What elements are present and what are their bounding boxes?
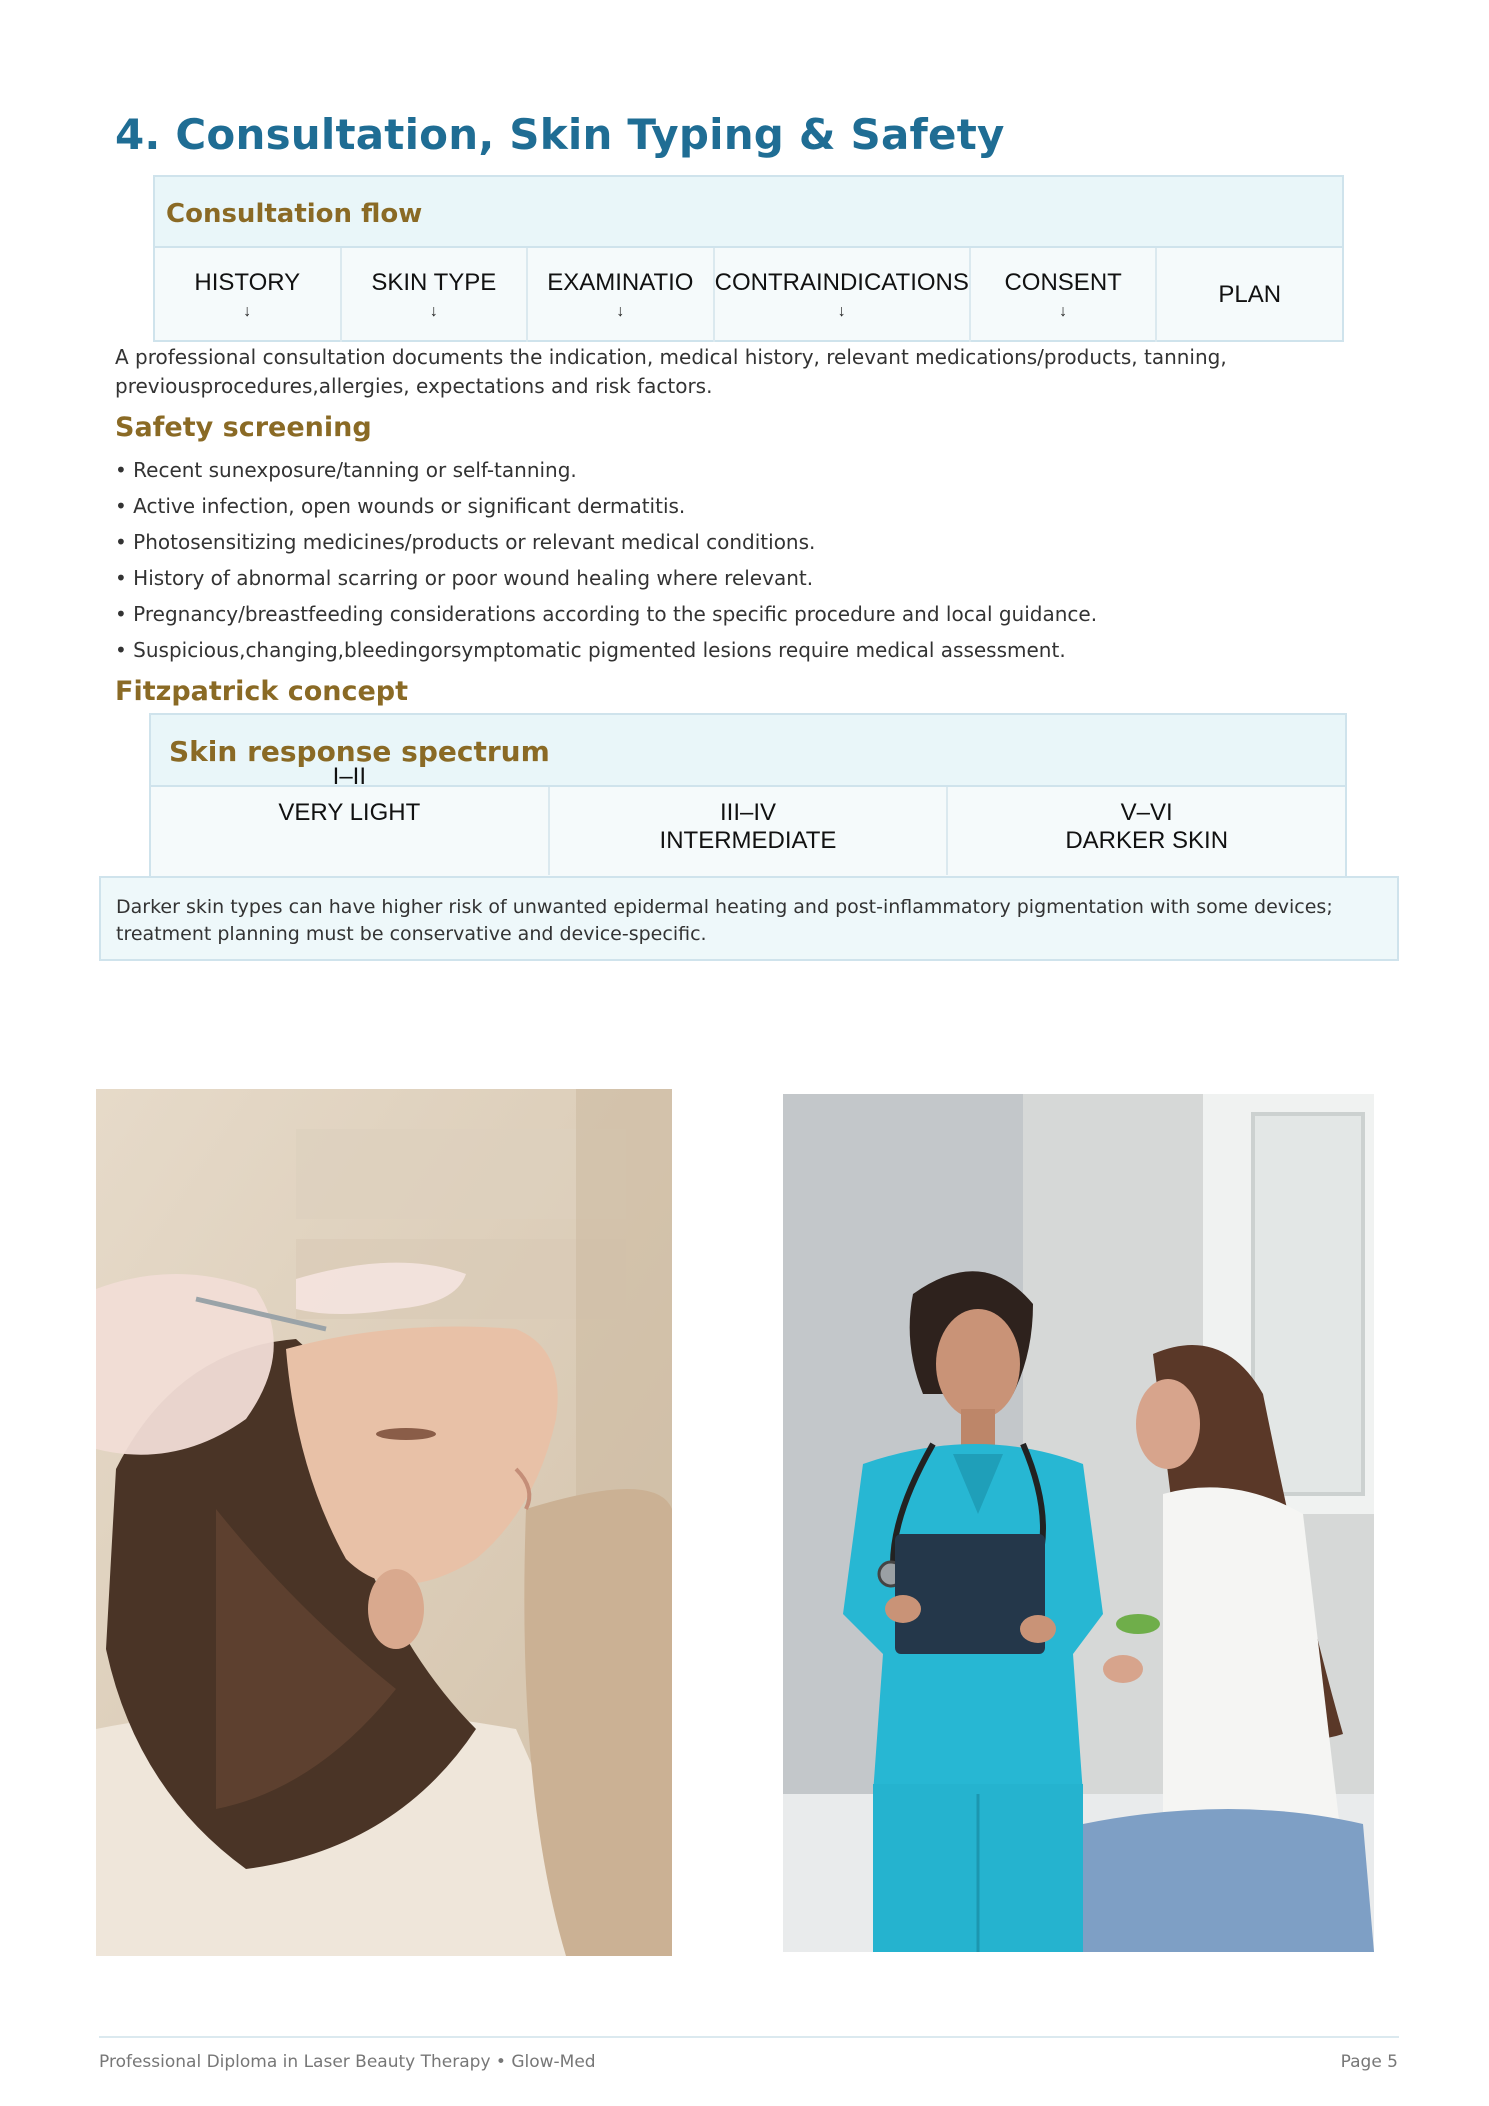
list-item: • Pregnancy/breastfeeding considerations according to the specific procedure and local guidance. [115, 602, 1098, 626]
flow-step-label: CONTRAINDICATIONS [714, 269, 969, 296]
intro-paragraph: A professional consultation documents the indication, medical history, relevant medications/products, tanning, previousprocedures,allergies, expectations and risk factors. [115, 345, 1227, 398]
flow-step-label: CONSENT [1004, 269, 1122, 296]
skin-group-very-light [151, 763, 550, 875]
flow-step-plan [1157, 248, 1342, 342]
nurse-consultation-photo [783, 1094, 1374, 1952]
flow-step-consent [971, 248, 1158, 342]
consultation-flow-box [153, 175, 1344, 342]
skin-spectrum-box [149, 713, 1347, 876]
safety-screening-heading: Safety screening [115, 412, 372, 443]
flow-step-examination [528, 248, 715, 342]
down-arrow-icon: ↓ [429, 303, 438, 320]
flow-step-contraindications [715, 248, 971, 342]
page-title: 4. Consultation, Skin Typing & Safety [115, 110, 1005, 159]
flow-step-label: PLAN [1218, 281, 1282, 308]
down-arrow-icon: ↓ [243, 303, 252, 320]
skin-group-label: INTERMEDIATE [659, 827, 837, 854]
fitzpatrick-heading: Fitzpatrick concept [115, 676, 409, 707]
skin-group-types: I–II [332, 763, 367, 790]
list-item: • Recent sunexposure/tanning or self-tanning. [115, 458, 577, 482]
page-number: Page 5 [1340, 2052, 1398, 2072]
flow-step-skin-type [342, 248, 529, 342]
safety-note: Darker skin types can have higher risk of unwanted epidermal heating and post-inflammatory pigmentation with some devices; treatment planning must be conservative and device-specific. [99, 876, 1399, 961]
footer-divider [99, 2036, 1399, 2038]
skin-group-label: VERY LIGHT [278, 799, 421, 826]
skin-group-darker [948, 787, 1345, 875]
consultation-flow-title [155, 177, 1342, 248]
list-item: • Active infection, open wounds or significant dermatitis. [115, 494, 686, 518]
consultation-flow-title-text: Consultation flow [166, 199, 423, 229]
skin-group-types: V–VI [1120, 799, 1173, 826]
list-item: • Photosensitizing medicines/products or relevant medical conditions. [115, 530, 816, 554]
footer-title: Professional Diploma in Laser Beauty Therapy • Glow-Med [99, 2052, 596, 2072]
skin-spectrum-title-text: Skin response spectrum [169, 735, 550, 768]
skin-spectrum-groups [151, 763, 1345, 875]
list-item: • History of abnormal scarring or poor wound healing where relevant. [115, 566, 814, 590]
skin-group-label: DARKER SKIN [1065, 827, 1229, 854]
flow-step-history [155, 248, 342, 342]
down-arrow-icon: ↓ [837, 303, 846, 320]
flow-step-label: EXAMINATIO [547, 269, 694, 296]
down-arrow-icon: ↓ [616, 303, 625, 320]
consultation-flow-steps [155, 248, 1342, 342]
flow-step-label: SKIN TYPE [371, 269, 497, 296]
down-arrow-icon: ↓ [1059, 303, 1068, 320]
safety-list [115, 452, 1097, 668]
flow-step-label: HISTORY [194, 269, 301, 296]
skin-group-intermediate [550, 787, 949, 875]
list-item: • Suspicious,changing,bleedingorsymptomatic pigmented lesions require medical assessment. [115, 638, 1066, 662]
injection-treatment-photo [96, 1089, 672, 1956]
skin-group-types: III–IV [719, 799, 777, 826]
